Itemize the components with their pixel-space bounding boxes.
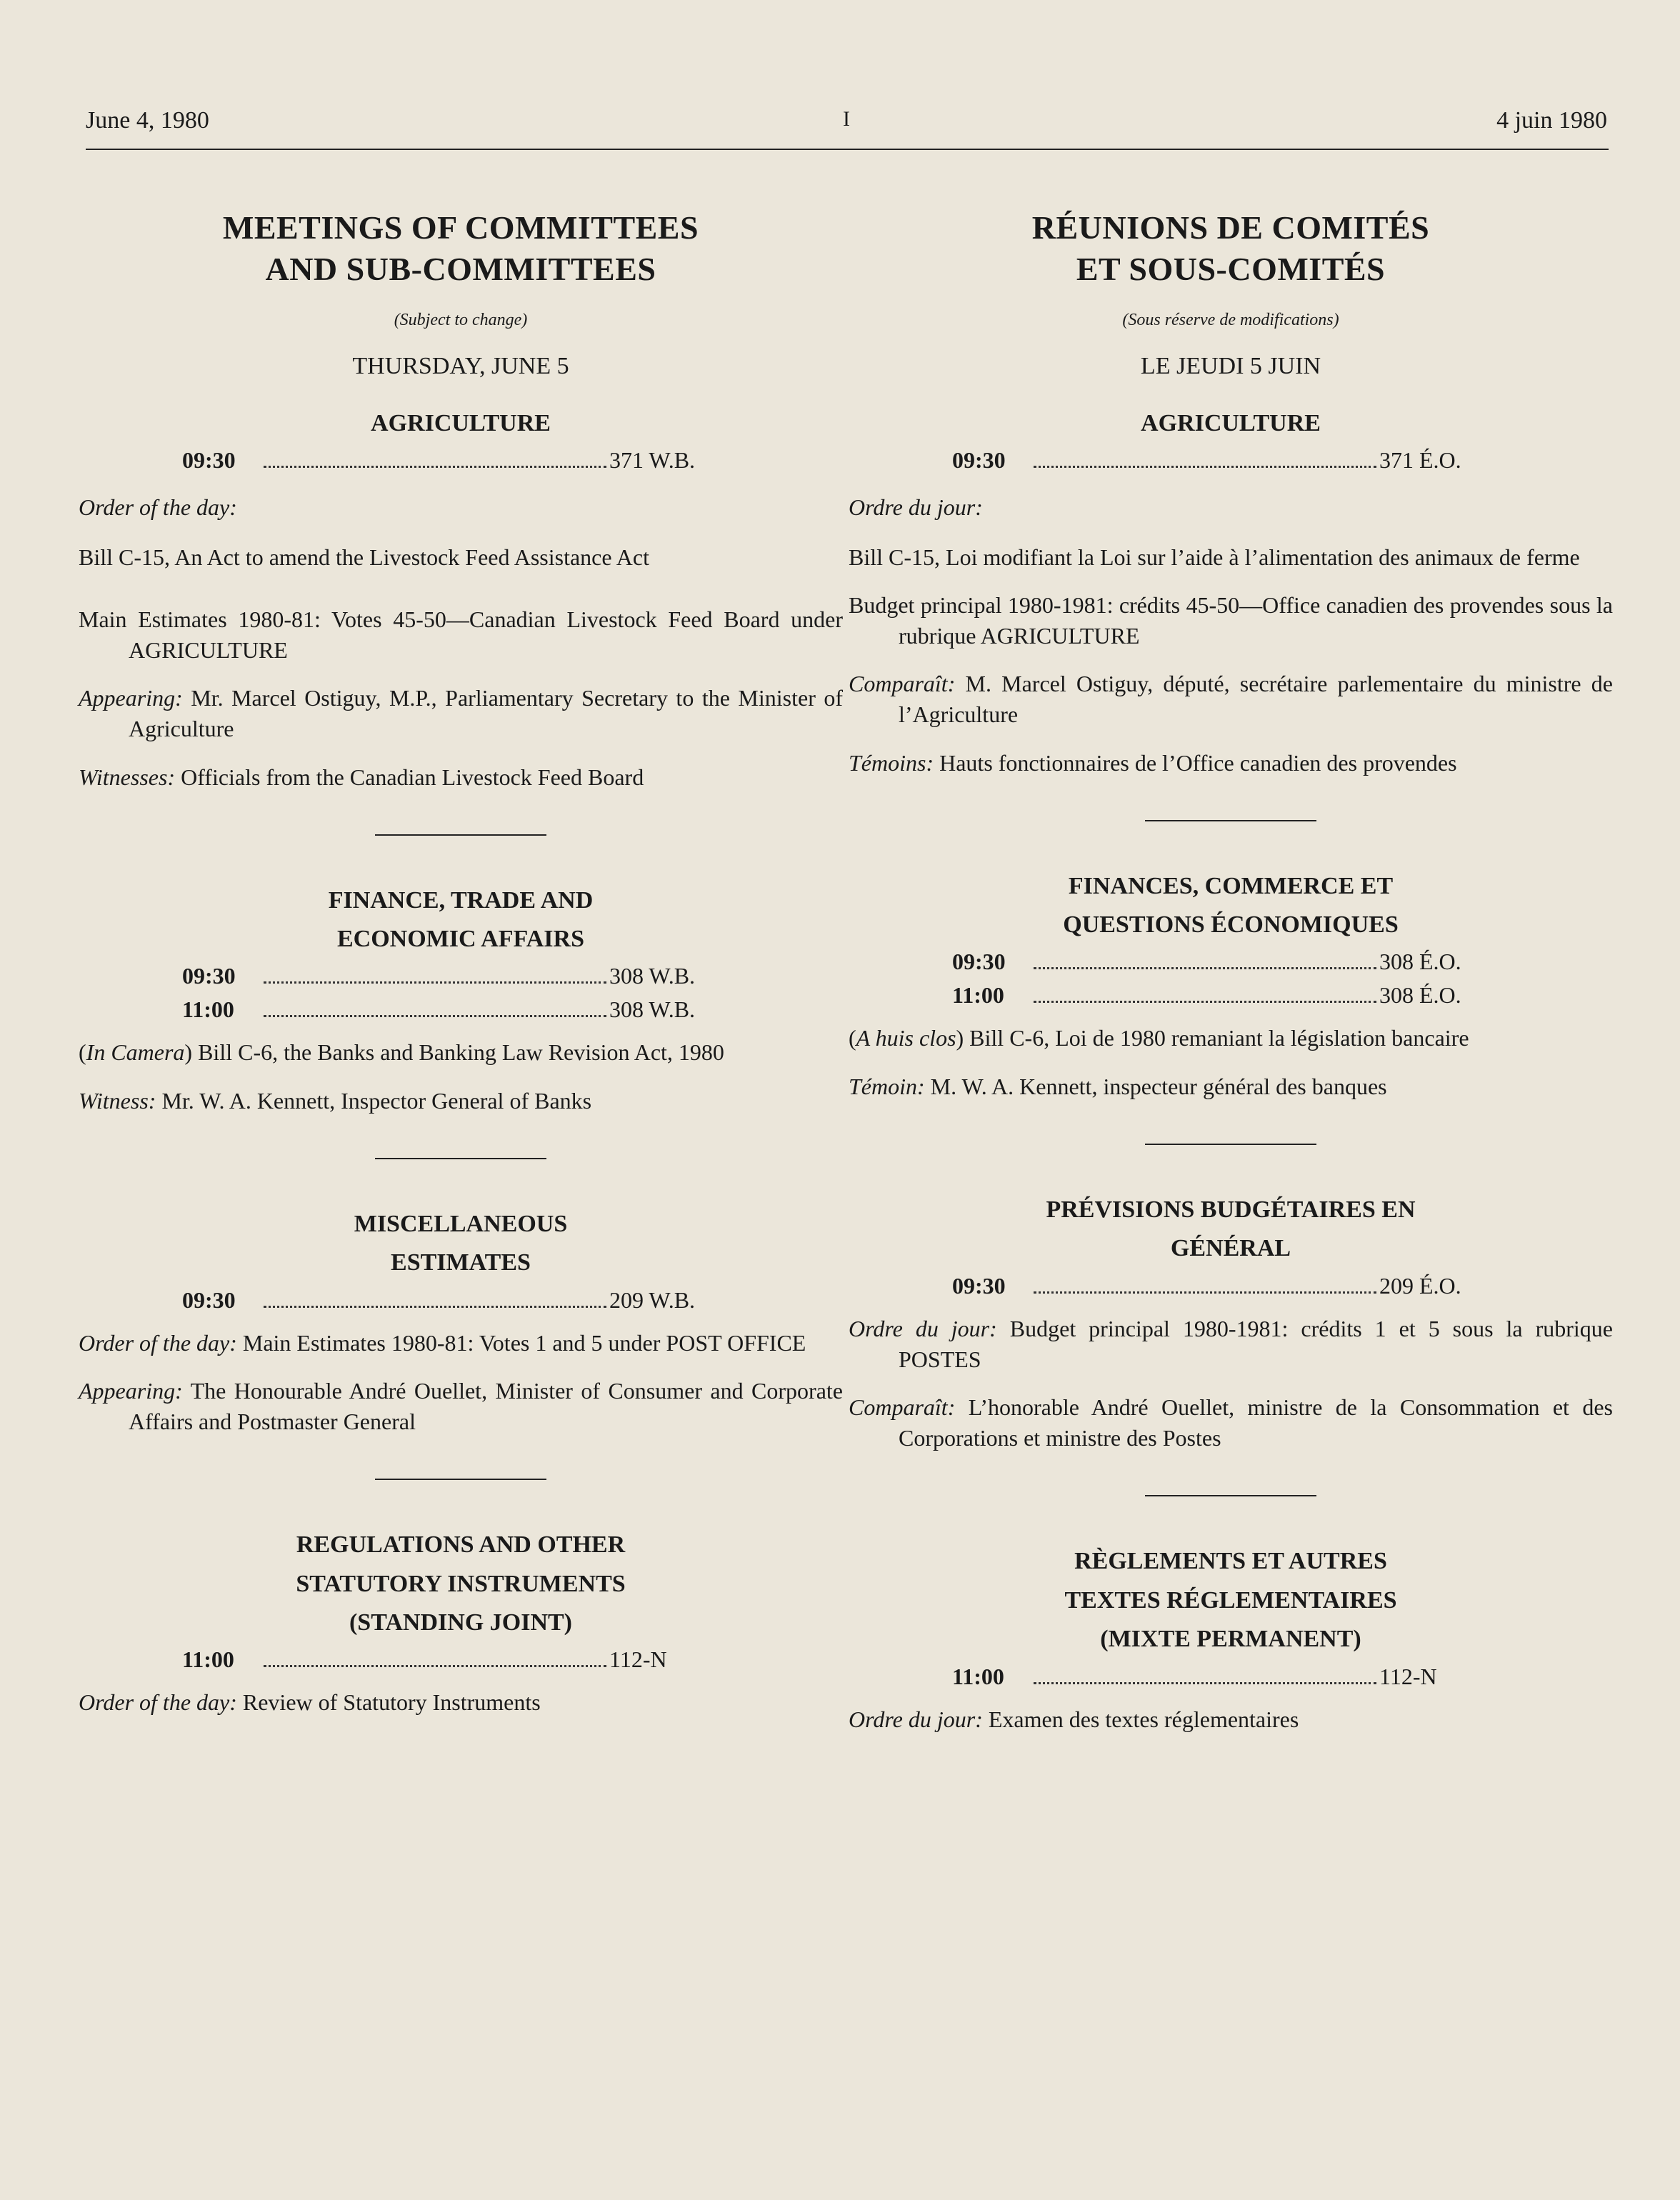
dot-leader xyxy=(1034,984,1376,1003)
order-of-the-day: Order of the day: Main Estimates 1980-81: Votes 1 and 5 under POST OFFICE xyxy=(79,1329,806,1356)
committee-name-line1: FINANCE, TRADE AND xyxy=(328,886,594,914)
meeting-time-row xyxy=(79,963,843,989)
committee-name-line1: PRÉVISIONS BUDGÉTAIRES EN xyxy=(1046,1196,1416,1223)
committee-name-line3: (STANDING JOINT) xyxy=(349,1609,572,1636)
header-date-english: June 4, 1980 xyxy=(86,107,209,134)
english-title-line1: MEETINGS OF COMMITTEES xyxy=(222,209,699,246)
meeting-room: 308 W.B. xyxy=(609,963,696,989)
french-agriculture-section xyxy=(849,404,1613,779)
english-title-line2: AND SUB-COMMITTEES xyxy=(265,250,656,287)
meeting-time: 09:30 xyxy=(182,447,236,474)
committee-name: AGRICULTURE xyxy=(371,410,551,436)
committee-name-line1: FINANCES, COMMERCE ET xyxy=(1068,872,1394,899)
dot-leader xyxy=(264,1289,606,1308)
page-number: I xyxy=(843,107,850,131)
appearing-entry: Comparaît: M. Marcel Ostiguy, député, secrétaire parlementaire du ministre de l’Agriculture xyxy=(849,671,1613,728)
committee-name-line2: STATUTORY INSTRUMENTS xyxy=(296,1570,626,1597)
english-finance-section xyxy=(79,881,843,1116)
meeting-room: 308 É.O. xyxy=(1379,982,1461,1009)
committee-name-line2: QUESTIONS ÉCONOMIQUES xyxy=(1063,911,1399,939)
agenda-item: Bill C-15, An Act to amend the Livestock Feed Assistance Act xyxy=(79,544,649,570)
appearing-entry: Comparaît: L’honorable André Ouellet, ministre de la Consommation et des Corporations et ministre des Postes xyxy=(849,1394,1613,1451)
header-rule xyxy=(86,149,1609,150)
order-of-the-day: Ordre du jour: Budget principal 1980-1981: crédits 1 et 5 sous la rubrique POSTES xyxy=(849,1315,1614,1372)
french-day-heading: LE JEUDI 5 JUIN xyxy=(1140,353,1321,379)
french-subtitle: (Sous réserve de modifications) xyxy=(1122,311,1339,329)
committee-name-line2: ECONOMIC AFFAIRS xyxy=(337,926,584,953)
english-column xyxy=(79,207,843,1736)
meeting-time: 11:00 xyxy=(182,996,234,1023)
meeting-time-row xyxy=(79,996,843,1023)
header-date-french: 4 juin 1980 xyxy=(1496,107,1607,134)
dot-leader xyxy=(1034,1665,1376,1684)
appearing-entry: Appearing: The Honourable André Ouellet, Minister of Consumer and Corporate Affairs and Postmaster General xyxy=(79,1377,843,1435)
dot-leader xyxy=(1034,1274,1376,1294)
meeting-time-row xyxy=(849,1664,1613,1690)
meeting-time: 09:30 xyxy=(952,447,1006,474)
witness-entry: Témoin: M. W. A. Kennett, inspecteur général des banques xyxy=(849,1073,1387,1099)
english-agriculture-section xyxy=(79,404,843,793)
english-regulations-section xyxy=(79,1526,843,1718)
english-misc-estimates-section xyxy=(79,1205,843,1437)
committee-name-line1: REGULATIONS AND OTHER xyxy=(296,1531,626,1559)
section-divider xyxy=(1145,1495,1316,1496)
section-divider xyxy=(1145,820,1316,821)
committee-name-line3: (MIXTE PERMANENT) xyxy=(1100,1626,1361,1653)
dot-leader xyxy=(1034,950,1376,969)
committee-name: AGRICULTURE xyxy=(1141,410,1321,436)
section-divider xyxy=(375,1479,546,1480)
french-regulations-section xyxy=(849,1542,1613,1734)
meeting-time-row xyxy=(849,982,1613,1009)
meeting-time: 09:30 xyxy=(182,1286,236,1313)
meeting-time: 09:30 xyxy=(182,963,236,989)
agenda-item: Budget principal 1980-1981: crédits 45-50—Office canadien des provendes sous la rubrique AGRICULTURE xyxy=(849,591,1613,649)
dot-leader xyxy=(264,449,606,468)
committee-name-line2: GÉNÉRAL xyxy=(1170,1235,1291,1262)
french-title-line1: RÉUNIONS DE COMITÉS xyxy=(1031,209,1430,246)
committee-name-line1: MISCELLANEOUS xyxy=(354,1210,568,1237)
order-of-the-day: Order of the day: Review of Statutory Instruments xyxy=(79,1689,541,1716)
dot-leader xyxy=(264,964,606,984)
agenda-item: Main Estimates 1980-81: Votes 45-50—Canadian Livestock Feed Board under AGRICULTURE xyxy=(79,606,843,663)
dot-leader xyxy=(1034,449,1376,468)
english-day-heading: THURSDAY, JUNE 5 xyxy=(352,353,569,379)
meeting-room: 308 W.B. xyxy=(609,996,696,1023)
meeting-time: 09:30 xyxy=(952,949,1006,975)
english-subtitle: (Subject to change) xyxy=(394,311,528,329)
meeting-time: 11:00 xyxy=(952,1663,1004,1689)
witness-entry: Witness: Mr. W. A. Kennett, Inspector General of Banks xyxy=(79,1087,592,1114)
meeting-time-row xyxy=(79,447,843,474)
section-divider xyxy=(375,834,546,836)
french-column xyxy=(849,207,1613,1752)
section-divider xyxy=(375,1158,546,1159)
meeting-time-row xyxy=(79,1646,843,1673)
meeting-room: 112-N xyxy=(609,1646,667,1673)
meeting-room: 371 É.O. xyxy=(1379,447,1461,474)
meeting-room: 209 W.B. xyxy=(609,1286,696,1313)
french-finance-section xyxy=(849,867,1613,1102)
agenda-item: (A huis clos) Bill C-6, Loi de 1980 remaniant la législation bancaire xyxy=(849,1025,1469,1051)
dot-leader xyxy=(264,1648,606,1667)
witnesses-entry: Témoins: Hauts fonctionnaires de l’Office canadien des provendes xyxy=(849,749,1457,776)
french-misc-estimates-section xyxy=(849,1191,1613,1454)
appearing-entry: Appearing: Mr. Marcel Ostiguy, M.P., Parliamentary Secretary to the Minister of Agriculture xyxy=(79,685,843,742)
section-divider xyxy=(1145,1144,1316,1145)
french-title xyxy=(849,207,1613,289)
meeting-room: 308 É.O. xyxy=(1379,949,1461,975)
meeting-time-row xyxy=(849,1273,1613,1299)
french-title-line2: ET SOUS-COMITÉS xyxy=(1076,250,1386,287)
witnesses-entry: Witnesses: Officials from the Canadian Livestock Feed Board xyxy=(79,764,644,790)
meeting-room: 371 W.B. xyxy=(609,447,696,474)
committee-name-line2: TEXTES RÉGLEMENTAIRES xyxy=(1064,1586,1397,1614)
agenda-item: Bill C-15, Loi modifiant la Loi sur l’aide à l’alimentation des animaux de ferme xyxy=(849,544,1580,570)
meeting-room: 209 É.O. xyxy=(1379,1272,1461,1299)
meeting-time-row xyxy=(79,1287,843,1314)
committee-name-line2: ESTIMATES xyxy=(391,1249,531,1276)
order-of-the-day: Ordre du jour: Examen des textes réglementaires xyxy=(849,1706,1299,1732)
order-label: Order of the day: xyxy=(79,494,237,521)
agenda-item: (In Camera) Bill C-6, the Banks and Banking Law Revision Act, 1980 xyxy=(79,1039,724,1066)
english-title xyxy=(79,207,843,289)
meeting-time-row xyxy=(849,447,1613,474)
committee-name-line1: RÈGLEMENTS ET AUTRES xyxy=(1074,1548,1387,1575)
meeting-room: 112-N xyxy=(1379,1663,1437,1689)
order-label: Ordre du jour: xyxy=(849,494,983,521)
dot-leader xyxy=(264,998,606,1017)
meeting-time: 11:00 xyxy=(952,982,1004,1009)
meeting-time: 09:30 xyxy=(952,1272,1006,1299)
meeting-time: 11:00 xyxy=(182,1646,234,1673)
meeting-time-row xyxy=(849,949,1613,975)
